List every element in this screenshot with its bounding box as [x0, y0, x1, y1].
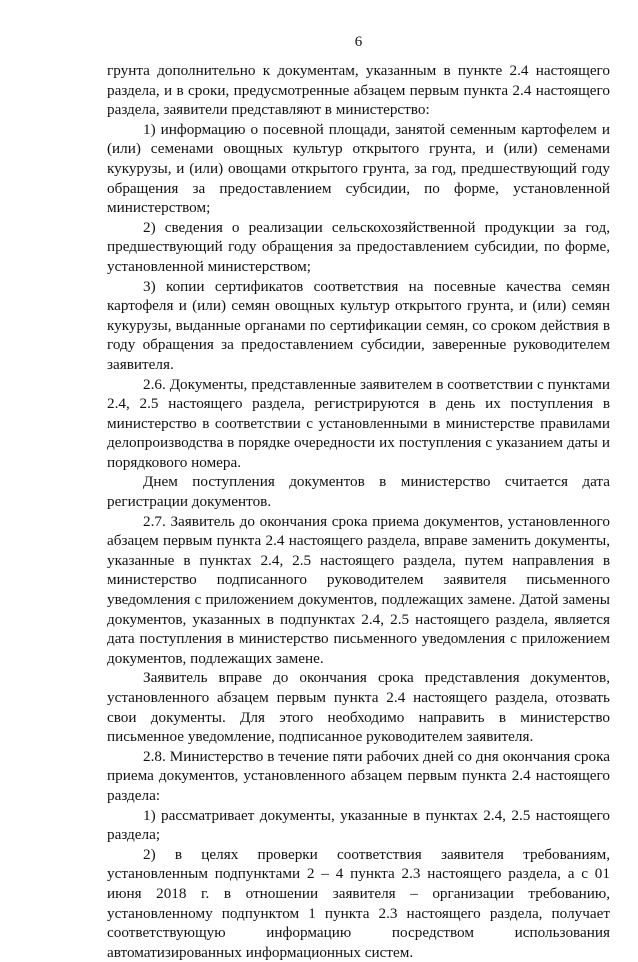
paragraph-2-8-ministry: 2.8. Министерство в течение пяти рабочих дней со дня окончания срока приема документов, установленного абзацем первым пункта 2.4 настоящего раздела:	[107, 747, 610, 804]
paragraph-item-3-certificates: 3) копии сертификатов соответствия на посевные качества семян картофеля и (или) семян овощных культур открытого грунта, и (или) семян кукурузы, выданные органами по сертификации семян, со сроком действия в году обращения за предоставлением субсидии, заверенные руководителем заявителя.	[107, 277, 610, 373]
paragraph-item-2-sales-info: 2) сведения о реализации сельскохозяйственной продукции за год, предшествующий году обращения за предоставлением субсидии, по форме, установленной министерством;	[107, 218, 610, 275]
paragraph-2-8-item-2: 2) в целях проверки соответствия заявителя требованиям, установленным подпунктами 2 – 4 пункта 2.3 настоящего раздела, а с 01 июня 2018 г. в отношении заявителя – организации требованию, установленному подпунктом 1 пункта 2.3 настоящего раздела, получает соответствующую информацию посредством использования автоматизированных информационных систем.	[107, 845, 610, 961]
paragraph-2-6-registration: 2.6. Документы, представленные заявителем в соответствии с пунктами 2.4, 2.5 настоящего раздела, регистрируются в день их поступления в министерство в соответствии с установленными в министерстве правилами делопроизводства в порядке очередности их поступления с указанием даты и порядкового номера.	[107, 375, 610, 471]
paragraph-2-7-replacement: 2.7. Заявитель до окончания срока приема документов, установленного абзацем первым пункта 2.4 настоящего раздела, вправе заменить документы, указанные в пунктах 2.4, 2.5 настоящего раздела, путем направления в министерство подписанного руководителем заявителя письменного уведомления с приложением документов, подлежащих замене. Датой замены документов, указанных в подпунктах 2.4, 2.5 настоящего раздела, является дата поступления в министерство письменного уведомления с приложением документов, подлежащих замене.	[107, 512, 610, 667]
paragraph-continuation: грунта дополнительно к документам, указанным в пункте 2.4 настоящего раздела, и в сроки, предусмотренные абзацем первым пункта 2.4 настоящего раздела, заявители представляют в министерство:	[107, 62, 610, 119]
paragraph-withdrawal: Заявитель вправе до окончания срока представления документов, установленного абзацем первым пункта 2.4 настоящего раздела, отозвать свои документы. Для этого необходимо направить в министерство письменное уведомление, подписанное руководителем заявителя.	[107, 669, 610, 746]
paragraph-2-8-item-1: 1) рассматривает документы, указанные в пунктах 2.4, 2.5 настоящего раздела;	[107, 806, 610, 844]
paragraph-receipt-date: Днем поступления документов в министерство считается дата регистрации документов.	[107, 473, 610, 511]
paragraph-item-1-sown-area: 1) информацию о посевной площади, занятой семенным картофелем и (или) семенами овощных культур открытого грунта, и (или) семенами кукурузы, и (или) овощами открытого грунта, за год, предшествующий году обращения за предоставлением субсидии, по форме, установленной министерством;	[107, 120, 610, 217]
page-number: 6	[354, 34, 363, 50]
